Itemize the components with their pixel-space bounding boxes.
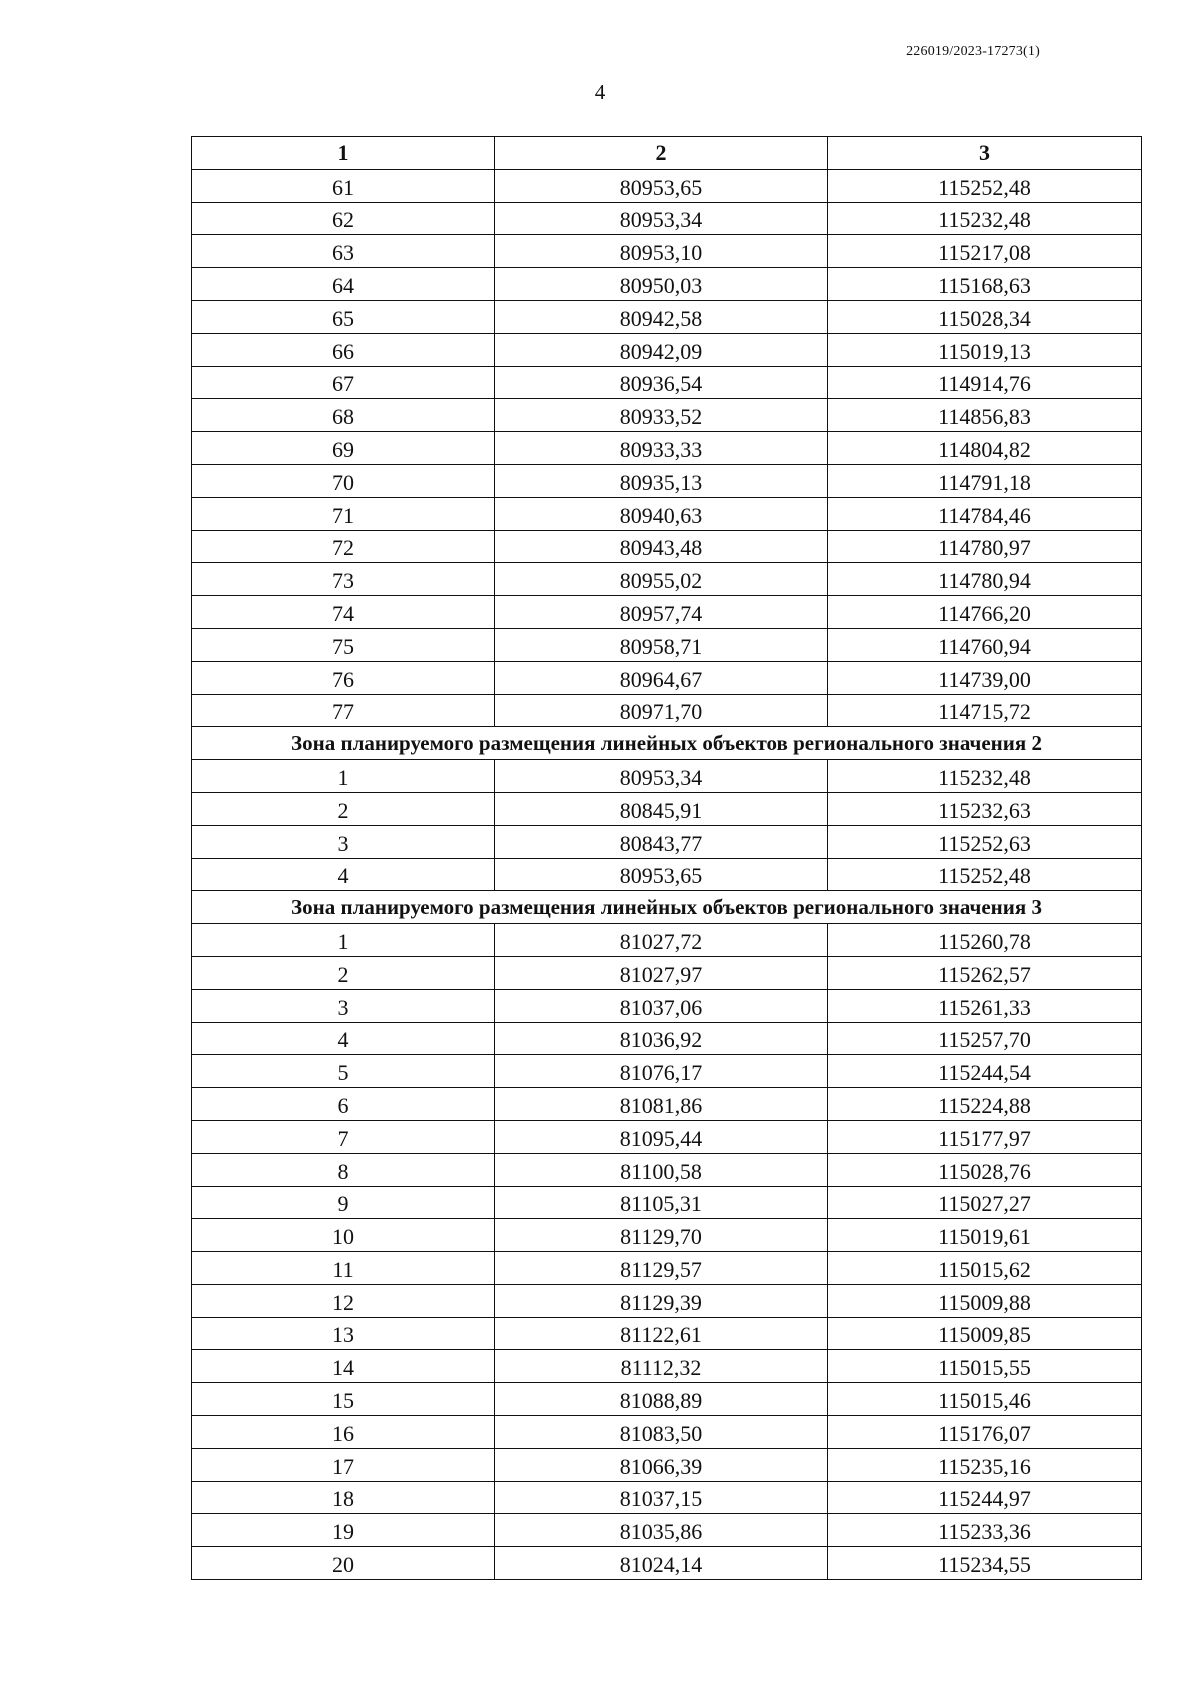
table-row (192, 464, 1142, 497)
y-coordinate-cell: 115015,55 (828, 1350, 1142, 1383)
y-coordinate-cell: 115262,57 (828, 956, 1142, 989)
y-coordinate-cell: 115252,48 (828, 858, 1142, 891)
point-number-cell: 4 (192, 1022, 495, 1055)
y-coordinate-cell: 115224,88 (828, 1088, 1142, 1121)
y-coordinate-cell: 115244,54 (828, 1055, 1142, 1088)
point-number-cell: 20 (192, 1547, 495, 1580)
x-coordinate-cell: 80942,58 (495, 300, 828, 333)
table-row (192, 1514, 1142, 1547)
page-number: 4 (594, 80, 606, 104)
y-coordinate-cell: 115252,48 (828, 169, 1142, 202)
x-coordinate-cell: 80953,65 (495, 858, 828, 891)
point-number-cell: 11 (192, 1252, 495, 1285)
x-coordinate-cell: 81083,50 (495, 1416, 828, 1449)
x-coordinate-cell: 81036,92 (495, 1022, 828, 1055)
y-coordinate-cell: 115235,16 (828, 1448, 1142, 1481)
x-coordinate-cell: 80943,48 (495, 530, 828, 563)
table-row (192, 366, 1142, 399)
table-row (192, 1252, 1142, 1285)
point-number-cell: 76 (192, 661, 495, 694)
table-row (192, 1416, 1142, 1449)
table-row (192, 1383, 1142, 1416)
y-coordinate-cell: 114804,82 (828, 432, 1142, 465)
y-coordinate-cell: 114739,00 (828, 661, 1142, 694)
point-number-cell: 7 (192, 1120, 495, 1153)
x-coordinate-cell: 80964,67 (495, 661, 828, 694)
coordinates-table (191, 136, 1142, 1580)
y-coordinate-cell: 115015,62 (828, 1252, 1142, 1285)
point-number-cell: 12 (192, 1284, 495, 1317)
y-coordinate-cell: 115232,48 (828, 202, 1142, 235)
x-coordinate-cell: 81037,06 (495, 989, 828, 1022)
point-number-cell: 3 (192, 989, 495, 1022)
y-coordinate-cell: 115217,08 (828, 235, 1142, 268)
x-coordinate-cell: 81081,86 (495, 1088, 828, 1121)
table-row (192, 497, 1142, 530)
table-row (192, 596, 1142, 629)
x-coordinate-cell: 80958,71 (495, 628, 828, 661)
table-row (192, 760, 1142, 793)
table-row (192, 1120, 1142, 1153)
point-number-cell: 9 (192, 1186, 495, 1219)
y-coordinate-cell: 115232,48 (828, 760, 1142, 793)
y-coordinate-cell: 115177,97 (828, 1120, 1142, 1153)
table-row (192, 1219, 1142, 1252)
zone-section-row (192, 727, 1142, 760)
x-coordinate-cell: 81037,15 (495, 1481, 828, 1514)
zone-title: Зона планируемого размещения линейных объектов регионального значения 3 (192, 891, 1142, 924)
document-id: 226019/2023-17273(1) (906, 44, 1040, 59)
y-coordinate-cell: 114791,18 (828, 464, 1142, 497)
point-number-cell: 2 (192, 792, 495, 825)
x-coordinate-cell: 80953,34 (495, 760, 828, 793)
table-row (192, 333, 1142, 366)
table-row (192, 1284, 1142, 1317)
table-body (192, 169, 1142, 1579)
column-header: 2 (495, 137, 828, 170)
table-row (192, 530, 1142, 563)
x-coordinate-cell: 80953,65 (495, 169, 828, 202)
y-coordinate-cell: 114715,72 (828, 694, 1142, 727)
table-row (192, 1186, 1142, 1219)
point-number-cell: 66 (192, 333, 495, 366)
y-coordinate-cell: 115027,27 (828, 1186, 1142, 1219)
point-number-cell: 72 (192, 530, 495, 563)
table-row (192, 628, 1142, 661)
x-coordinate-cell: 81076,17 (495, 1055, 828, 1088)
table-row (192, 202, 1142, 235)
zone-section-row (192, 891, 1142, 924)
point-number-cell: 1 (192, 924, 495, 957)
point-number-cell: 17 (192, 1448, 495, 1481)
y-coordinate-cell: 115028,34 (828, 300, 1142, 333)
y-coordinate-cell: 114780,94 (828, 563, 1142, 596)
y-coordinate-cell: 115261,33 (828, 989, 1142, 1022)
y-coordinate-cell: 115176,07 (828, 1416, 1142, 1449)
table-row (192, 1317, 1142, 1350)
table-row (192, 432, 1142, 465)
y-coordinate-cell: 115015,46 (828, 1383, 1142, 1416)
y-coordinate-cell: 115244,97 (828, 1481, 1142, 1514)
point-number-cell: 70 (192, 464, 495, 497)
column-header: 3 (828, 137, 1142, 170)
table-row (192, 563, 1142, 596)
y-coordinate-cell: 115009,85 (828, 1317, 1142, 1350)
point-number-cell: 71 (192, 497, 495, 530)
point-number-cell: 2 (192, 956, 495, 989)
point-number-cell: 74 (192, 596, 495, 629)
point-number-cell: 6 (192, 1088, 495, 1121)
y-coordinate-cell: 115260,78 (828, 924, 1142, 957)
table-row (192, 1448, 1142, 1481)
y-coordinate-cell: 114914,76 (828, 366, 1142, 399)
point-number-cell: 75 (192, 628, 495, 661)
point-number-cell: 16 (192, 1416, 495, 1449)
zone-title: Зона планируемого размещения линейных объектов регионального значения 2 (192, 727, 1142, 760)
point-number-cell: 69 (192, 432, 495, 465)
x-coordinate-cell: 80953,10 (495, 235, 828, 268)
table-row (192, 300, 1142, 333)
table-row (192, 825, 1142, 858)
point-number-cell: 3 (192, 825, 495, 858)
table-row (192, 268, 1142, 301)
x-coordinate-cell: 80936,54 (495, 366, 828, 399)
point-number-cell: 10 (192, 1219, 495, 1252)
point-number-cell: 62 (192, 202, 495, 235)
x-coordinate-cell: 80953,34 (495, 202, 828, 235)
x-coordinate-cell: 80955,02 (495, 563, 828, 596)
x-coordinate-cell: 81035,86 (495, 1514, 828, 1547)
point-number-cell: 65 (192, 300, 495, 333)
y-coordinate-cell: 115234,55 (828, 1547, 1142, 1580)
y-coordinate-cell: 115009,88 (828, 1284, 1142, 1317)
table-row (192, 1153, 1142, 1186)
table-row (192, 1055, 1142, 1088)
x-coordinate-cell: 80971,70 (495, 694, 828, 727)
point-number-cell: 63 (192, 235, 495, 268)
table-row (192, 924, 1142, 957)
point-number-cell: 73 (192, 563, 495, 596)
table-row (192, 1350, 1142, 1383)
point-number-cell: 68 (192, 399, 495, 432)
x-coordinate-cell: 80845,91 (495, 792, 828, 825)
x-coordinate-cell: 81105,31 (495, 1186, 828, 1219)
point-number-cell: 5 (192, 1055, 495, 1088)
x-coordinate-cell: 81066,39 (495, 1448, 828, 1481)
x-coordinate-cell: 80957,74 (495, 596, 828, 629)
table-row (192, 956, 1142, 989)
y-coordinate-cell: 115252,63 (828, 825, 1142, 858)
table-row (192, 169, 1142, 202)
table-header-row (192, 137, 1142, 170)
x-coordinate-cell: 81122,61 (495, 1317, 828, 1350)
table-row (192, 399, 1142, 432)
table-row (192, 694, 1142, 727)
point-number-cell: 4 (192, 858, 495, 891)
y-coordinate-cell: 114784,46 (828, 497, 1142, 530)
x-coordinate-cell: 81112,32 (495, 1350, 828, 1383)
point-number-cell: 8 (192, 1153, 495, 1186)
x-coordinate-cell: 81024,14 (495, 1547, 828, 1580)
table-row (192, 235, 1142, 268)
column-header: 1 (192, 137, 495, 170)
y-coordinate-cell: 114766,20 (828, 596, 1142, 629)
table-row (192, 1022, 1142, 1055)
table-row (192, 989, 1142, 1022)
x-coordinate-cell: 80843,77 (495, 825, 828, 858)
y-coordinate-cell: 114856,83 (828, 399, 1142, 432)
table-row (192, 792, 1142, 825)
x-coordinate-cell: 80942,09 (495, 333, 828, 366)
table-row (192, 1547, 1142, 1580)
point-number-cell: 1 (192, 760, 495, 793)
point-number-cell: 13 (192, 1317, 495, 1350)
y-coordinate-cell: 114780,97 (828, 530, 1142, 563)
table-row (192, 1481, 1142, 1514)
y-coordinate-cell: 115233,36 (828, 1514, 1142, 1547)
table-row (192, 661, 1142, 694)
point-number-cell: 61 (192, 169, 495, 202)
table-row (192, 1088, 1142, 1121)
x-coordinate-cell: 81095,44 (495, 1120, 828, 1153)
x-coordinate-cell: 81129,57 (495, 1252, 828, 1285)
y-coordinate-cell: 115257,70 (828, 1022, 1142, 1055)
point-number-cell: 64 (192, 268, 495, 301)
x-coordinate-cell: 80935,13 (495, 464, 828, 497)
x-coordinate-cell: 81100,58 (495, 1153, 828, 1186)
y-coordinate-cell: 115232,63 (828, 792, 1142, 825)
point-number-cell: 77 (192, 694, 495, 727)
x-coordinate-cell: 81027,72 (495, 924, 828, 957)
y-coordinate-cell: 115019,61 (828, 1219, 1142, 1252)
x-coordinate-cell: 80933,33 (495, 432, 828, 465)
x-coordinate-cell: 81129,70 (495, 1219, 828, 1252)
table-row (192, 858, 1142, 891)
point-number-cell: 67 (192, 366, 495, 399)
y-coordinate-cell: 114760,94 (828, 628, 1142, 661)
point-number-cell: 19 (192, 1514, 495, 1547)
point-number-cell: 18 (192, 1481, 495, 1514)
x-coordinate-cell: 80933,52 (495, 399, 828, 432)
x-coordinate-cell: 81027,97 (495, 956, 828, 989)
point-number-cell: 15 (192, 1383, 495, 1416)
y-coordinate-cell: 115019,13 (828, 333, 1142, 366)
x-coordinate-cell: 80940,63 (495, 497, 828, 530)
x-coordinate-cell: 80950,03 (495, 268, 828, 301)
point-number-cell: 14 (192, 1350, 495, 1383)
y-coordinate-cell: 115028,76 (828, 1153, 1142, 1186)
x-coordinate-cell: 81129,39 (495, 1284, 828, 1317)
x-coordinate-cell: 81088,89 (495, 1383, 828, 1416)
y-coordinate-cell: 115168,63 (828, 268, 1142, 301)
